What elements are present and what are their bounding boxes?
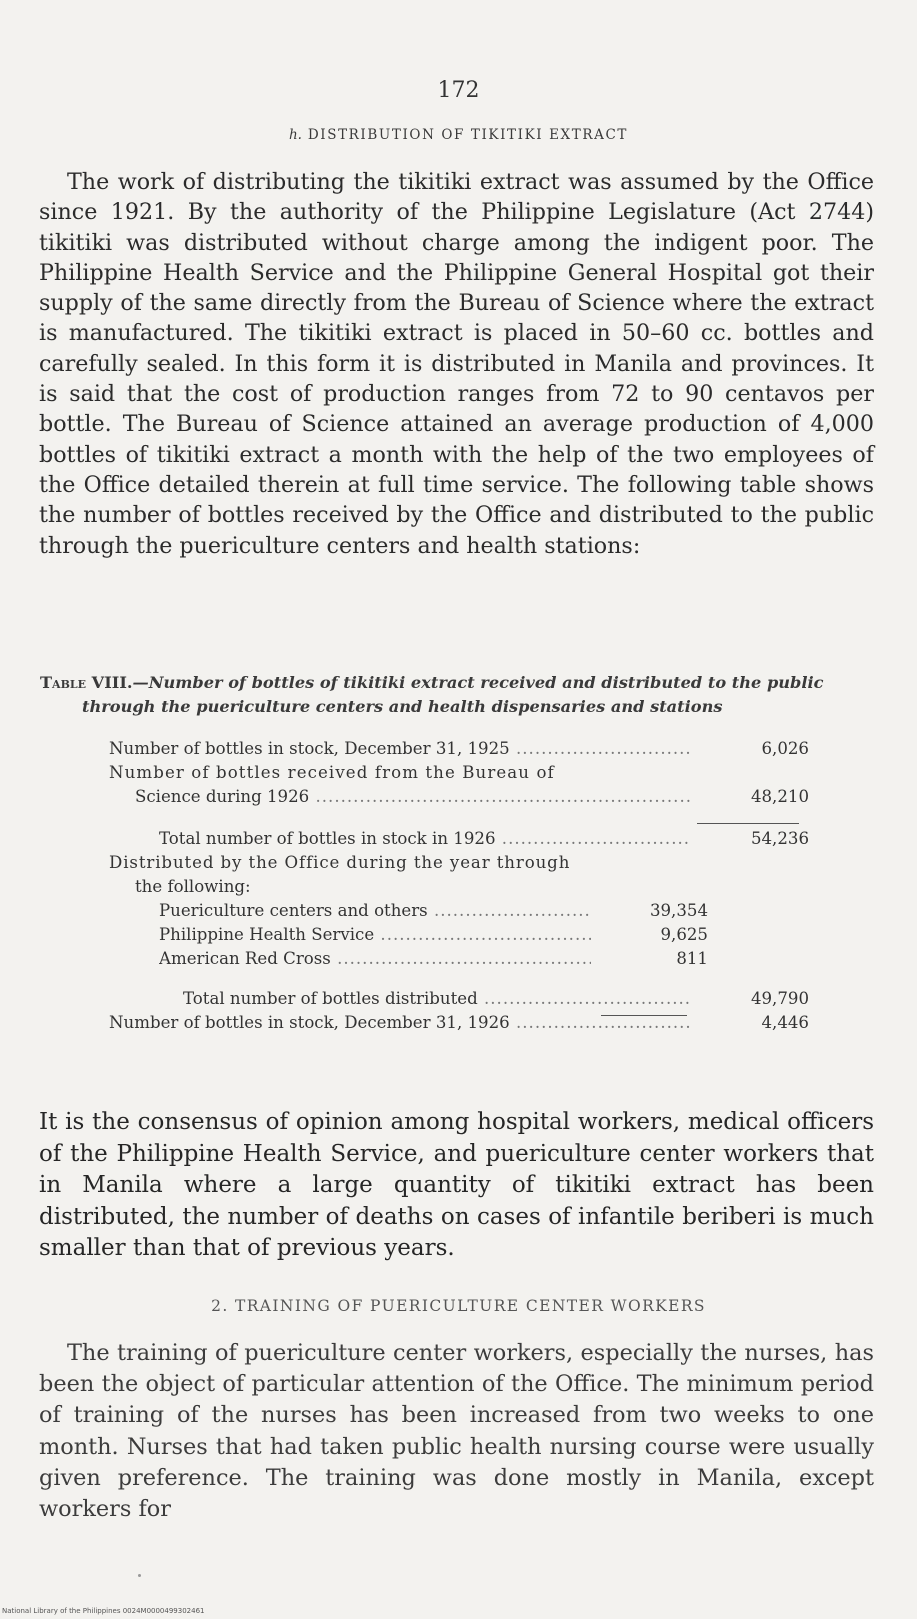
table-row (109, 875, 809, 899)
paragraph-text: It is the consensus of opinion among hospital workers, medical officers of the Philippine Health Service, and puericulture center workers that in Manila where a large quantity of tikitiki extract has been distributed, the number of deaths on cases of infantile beriberi is much smaller than that of previous years. (39, 1109, 874, 1261)
section-heading-training: 2. TRAINING OF PUERICULTURE CENTER WORKERS (211, 1297, 706, 1315)
row-label: Total number of bottles distributed ..... (183, 987, 691, 1011)
row-value: 54,236 (750, 829, 809, 848)
row-label: Science during 1926 ..... (135, 785, 691, 809)
paragraph-training (39, 1338, 874, 1525)
table-row (109, 923, 809, 947)
row-value: 49,790 (750, 989, 809, 1008)
row-value: 39,354 (649, 901, 708, 920)
row-value: 6,026 (761, 739, 809, 758)
row-label: American Red Cross ..... (159, 947, 591, 971)
section-letter: h. (288, 127, 302, 143)
library-footer-note: National Library of the Philippines 0024M0000499302461 (2, 1607, 205, 1615)
row-label: Distributed by the Office during the year through (109, 853, 571, 872)
row-value: 48,210 (750, 787, 809, 806)
paragraph-distribution (39, 167, 874, 561)
bottles-table (109, 737, 809, 1035)
table-row (109, 785, 809, 809)
table-row (109, 737, 809, 761)
table-caption (40, 671, 860, 718)
table-row (109, 899, 809, 923)
page-number: 172 (437, 78, 480, 103)
table-row (109, 947, 809, 971)
row-value: 9,625 (660, 925, 708, 944)
row-label: Puericulture centers and others ..... (159, 899, 591, 923)
section-heading-distribution (0, 127, 917, 143)
row-label: Number of bottles received from the Bureau of (109, 763, 555, 782)
table-caption-label: Table VIII. (40, 673, 133, 692)
row-label: Philippine Health Service ..... (159, 923, 591, 947)
row-label: Number of bottles in stock, December 31, 1925 ..... (109, 737, 691, 761)
paragraph-text: The training of puericulture center workers, especially the nurses, has been the object of particular attention of the Office. The minimum period of training of the nurses has been increased from two weeks to one month. Nurses that had taken public health nursing course were usually given preference. The training was done mostly in Manila, except workers for (39, 1340, 874, 1523)
row-label: the following: (135, 877, 251, 896)
table-caption-text: —Number of bottles of tikitiki extract received and distributed to the public through the puericulture centers and health dispensaries and stations (82, 673, 824, 716)
section-title: DISTRIBUTION OF TIKITIKI EXTRACT (307, 127, 629, 143)
table-row (109, 827, 809, 851)
table-row (109, 761, 809, 785)
row-label: Total number of bottles in stock in 1926 ..... (159, 827, 691, 851)
paragraph-text: The work of distributing the tikitiki extract was assumed by the Office since 1921. By the authority of the Philippine Legislature (Act 2744) tikitiki was distributed without charge among the indigent poor. The Philippine Health Service and the Philippine General Hospital got their supply of the same directly from the Bureau of Science where the extract is manufactured. The tikitiki extract is placed in 50–60 cc. bottles and carefully sealed. In this form it is distributed in Manila and provinces. It is said that the cost of production ranges from 72 to 90 centavos per bottle. The Bureau of Science attained an average production of 4,000 bottles of tikitiki extract a month with the help of the two employees of the Office detailed therein at full time service. The following table shows the number of bottles received by the Office and distributed to the public through the puericulture centers and health stations: (39, 169, 874, 559)
speck-mark (138, 1574, 141, 1577)
paragraph-consensus (39, 1107, 874, 1265)
table-row (109, 987, 809, 1011)
row-value: 811 (676, 949, 708, 968)
subtotal-rule (697, 823, 799, 824)
table-row (109, 1011, 809, 1035)
row-label: Number of bottles in stock, December 31, 1926 ..... (109, 1011, 691, 1035)
table-row (109, 851, 809, 875)
row-value: 4,446 (761, 1013, 809, 1032)
